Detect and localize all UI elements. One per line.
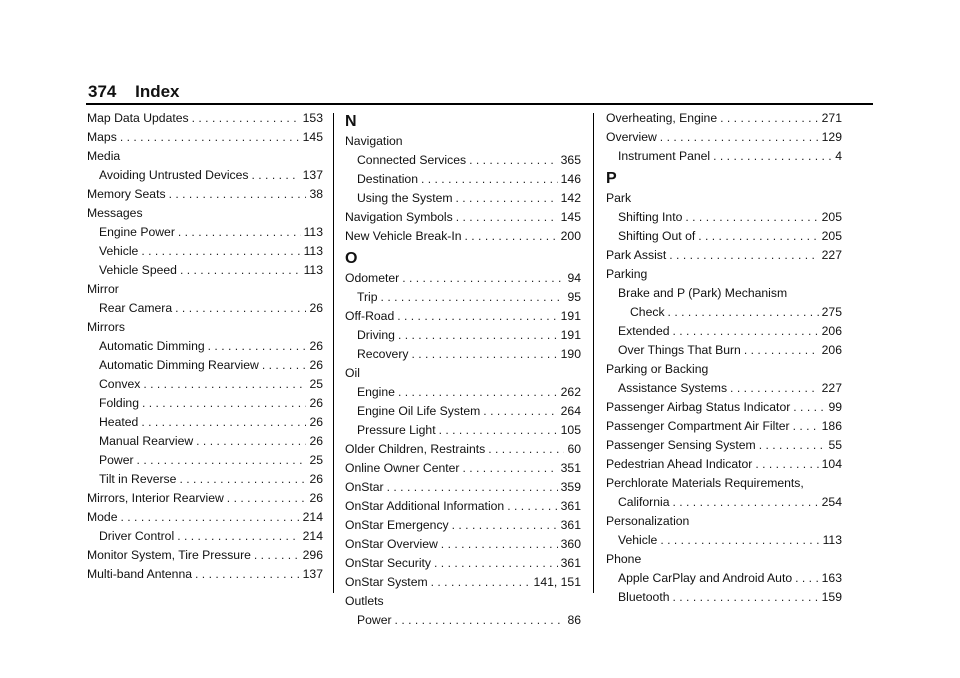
index-entry-page[interactable]: 94 (567, 271, 581, 285)
index-entry (606, 398, 842, 417)
index-entry-page[interactable]: 38 (309, 187, 323, 201)
index-entry-page[interactable]: 113 (303, 263, 323, 277)
index-entry-text: Mode (87, 510, 118, 524)
dot-leader (180, 261, 301, 280)
dot-leader (141, 242, 300, 261)
index-entry-text: Shifting Into (618, 210, 683, 224)
dot-leader (381, 288, 565, 307)
index-entry (87, 470, 323, 489)
index-entry (606, 227, 842, 246)
index-entry-page[interactable]: 105 (560, 423, 581, 437)
index-entry (606, 588, 842, 607)
dot-leader (483, 402, 557, 421)
dot-leader (462, 459, 557, 478)
index-entry (345, 288, 581, 307)
dot-leader (698, 227, 818, 246)
index-entry (87, 565, 323, 584)
dot-leader (672, 493, 818, 512)
index-entry-page[interactable]: 275 (821, 305, 842, 319)
index-entry (606, 208, 842, 227)
dot-leader (143, 375, 306, 394)
index-entry-page[interactable]: 113 (303, 244, 323, 258)
dot-leader (169, 185, 307, 204)
index-entry-text: California (618, 495, 670, 509)
index-entry (87, 451, 323, 470)
dot-leader (434, 554, 558, 573)
index-entry-text: Memory Seats (87, 187, 166, 201)
index-entry (87, 489, 323, 508)
dot-leader (673, 588, 819, 607)
dot-leader (730, 379, 819, 398)
index-entry-text: Automatic Dimming (99, 339, 205, 353)
index-entry (345, 307, 581, 326)
index-entry-text: Passenger Compartment Air Filter (606, 419, 790, 433)
index-entry (345, 573, 581, 592)
index-entry-page[interactable]: 26 (309, 491, 323, 505)
index-entry (87, 223, 323, 242)
index-entry-page[interactable]: 60 (567, 442, 581, 456)
index-entry (345, 326, 581, 345)
index-entry (606, 246, 842, 265)
page-title: Index (135, 82, 180, 101)
index-entry (87, 508, 323, 527)
index-entry (345, 345, 581, 364)
index-entry-text: Check (630, 305, 665, 319)
index-entry (87, 413, 323, 432)
index-heading: Media (87, 149, 121, 163)
dot-leader (398, 383, 558, 402)
dot-leader (795, 569, 819, 588)
index-entry-page[interactable]: 4 (835, 149, 842, 163)
index-entry-text: Destination (357, 172, 418, 186)
page-header (88, 82, 180, 102)
index-heading: Brake and P (Park) Mechanism (618, 286, 788, 300)
dot-leader (456, 189, 558, 208)
index-heading: Park (606, 191, 632, 205)
index-entry (606, 531, 842, 550)
dot-leader (488, 440, 564, 459)
column-divider-1 (333, 113, 334, 593)
index-section-letter: O (345, 250, 358, 267)
index-entry-page[interactable]: 264 (560, 404, 581, 418)
page-number: 374 (88, 82, 117, 101)
index-entry (87, 394, 323, 413)
index-entry-page[interactable]: 359 (560, 480, 581, 494)
dot-leader (192, 109, 300, 128)
dot-leader (673, 322, 819, 341)
index-entry-page[interactable]: 26 (309, 301, 323, 315)
index-entry-page[interactable]: 26 (309, 339, 323, 353)
index-entry-page[interactable]: 254 (821, 495, 842, 509)
index-entry-page[interactable]: 113 (822, 533, 842, 547)
index-entry-text: Mirrors, Interior Rearview (87, 491, 224, 505)
index-entry-text: Monitor System, Tire Pressure (87, 548, 251, 562)
index-entry-page[interactable]: 159 (821, 590, 842, 604)
index-entry-page[interactable]: 190 (560, 347, 581, 361)
dot-leader (141, 413, 306, 432)
index-entry (606, 436, 842, 455)
dot-leader (755, 455, 818, 474)
index-entry-page[interactable]: 186 (821, 419, 842, 433)
index-entry-text: Passenger Sensing System (606, 438, 756, 452)
index-entry-page[interactable]: 95 (567, 290, 581, 304)
index-heading: Parking (606, 267, 648, 281)
index-entry (345, 611, 581, 630)
index-entry-page[interactable]: 296 (302, 548, 323, 562)
index-entry-page[interactable]: 360 (560, 537, 581, 551)
dot-leader (178, 223, 301, 242)
index-entry-page[interactable]: 205 (821, 229, 842, 243)
index-entry (87, 185, 323, 204)
index-entry-page[interactable]: 55 (828, 438, 842, 452)
index-entry (345, 440, 581, 459)
index-entry (606, 303, 842, 322)
dot-leader (120, 128, 300, 147)
index-entry-text: Recovery (357, 347, 409, 361)
index-entry-page[interactable]: 153 (302, 111, 323, 125)
dot-leader (441, 535, 558, 554)
dot-leader (208, 337, 307, 356)
index-entry-text: OnStar (345, 480, 384, 494)
dot-leader (685, 208, 818, 227)
index-entry-page[interactable]: 227 (821, 381, 842, 395)
index-entry-page[interactable]: 191 (560, 309, 581, 323)
index-entry-page[interactable]: 145 (560, 210, 581, 224)
index-entry-text: Apple CarPlay and Android Auto (618, 571, 793, 585)
index-entry-text: Over Things That Burn (618, 343, 741, 357)
dot-leader (196, 432, 306, 451)
dot-leader (395, 611, 565, 630)
index-entry-page[interactable]: 200 (560, 229, 581, 243)
index-entry (345, 535, 581, 554)
index-entry (345, 497, 581, 516)
index-entry-text: Vehicle Speed (99, 263, 177, 277)
dot-leader (660, 128, 819, 147)
index-entry (87, 242, 323, 261)
index-entry (345, 208, 581, 227)
index-entry-text: Off-Road (345, 309, 395, 323)
index-column-1 (87, 109, 323, 584)
dot-leader (121, 508, 300, 527)
index-entry-text: Passenger Airbag Status Indicator (606, 400, 791, 414)
dot-leader (142, 394, 306, 413)
dot-leader (720, 109, 819, 128)
index-entry-page[interactable]: 205 (821, 210, 842, 224)
index-entry-text: Map Data Updates (87, 111, 189, 125)
index-entry-page[interactable]: 26 (309, 415, 323, 429)
index-entry-page[interactable]: 129 (821, 130, 842, 144)
index-entry-page[interactable]: 365 (560, 153, 581, 167)
index-entry-page[interactable]: 113 (303, 225, 323, 239)
index-entry (345, 151, 581, 170)
index-entry-text: Tilt in Reverse (99, 472, 177, 486)
index-entry (606, 341, 842, 360)
index-entry (345, 421, 581, 440)
index-entry (345, 478, 581, 497)
index-entry-page[interactable]: 86 (567, 613, 581, 627)
index-entry-page[interactable]: 351 (560, 461, 581, 475)
index-entry-page[interactable]: 141, 151 (533, 575, 581, 589)
index-entry-page[interactable]: 214 (302, 529, 323, 543)
column-divider-2 (593, 113, 594, 593)
dot-leader (668, 303, 819, 322)
index-entry-text: Avoiding Untrusted Devices (99, 168, 249, 182)
index-entry (606, 493, 842, 512)
index-entry-page[interactable]: 25 (309, 377, 323, 391)
index-entry-text: Engine Oil Life System (357, 404, 481, 418)
index-heading: Mirrors (87, 320, 125, 334)
index-entry (606, 322, 842, 341)
index-entry (87, 546, 323, 565)
index-entry (345, 170, 581, 189)
index-entry-text: Manual Rearview (99, 434, 194, 448)
index-entry (606, 128, 842, 147)
dot-leader (469, 151, 558, 170)
index-entry (87, 109, 323, 128)
index-entry-text: Older Children, Restraints (345, 442, 486, 456)
index-entry-text: Pedestrian Ahead Indicator (606, 457, 753, 471)
index-entry-page[interactable]: 137 (302, 168, 323, 182)
index-entry-text: Power (357, 613, 392, 627)
index-entry-page[interactable]: 191 (560, 328, 581, 342)
index-entry-text: Automatic Dimming Rearview (99, 358, 259, 372)
index-entry-page[interactable]: 271 (821, 111, 842, 125)
index-entry-text: Extended (618, 324, 670, 338)
index-entry-page[interactable]: 142 (560, 191, 581, 205)
dot-leader (262, 356, 307, 375)
dot-leader (402, 269, 564, 288)
dot-leader (744, 341, 819, 360)
index-entry-text: Shifting Out of (618, 229, 696, 243)
index-entry-page[interactable]: 26 (309, 434, 323, 448)
index-entry-text: Multi-band Antenna (87, 567, 193, 581)
dot-leader (398, 326, 558, 345)
index-section-letter: P (606, 170, 617, 187)
index-entry (345, 227, 581, 246)
index-entry (345, 269, 581, 288)
dot-leader (252, 166, 300, 185)
header-rule (86, 103, 873, 105)
dot-leader (431, 573, 531, 592)
index-entry-text: Engine (357, 385, 395, 399)
index-entry-page[interactable]: 361 (560, 499, 581, 513)
index-entry (87, 261, 323, 280)
index-entry-page[interactable]: 99 (828, 400, 842, 414)
index-entry-page[interactable]: 206 (821, 324, 842, 338)
dot-leader (175, 299, 306, 318)
dot-leader (507, 497, 557, 516)
index-entry-text: Park Assist (606, 248, 667, 262)
index-entry-text: Folding (99, 396, 139, 410)
index-entry (606, 109, 842, 128)
index-entry-text: Driving (357, 328, 395, 342)
index-entry (606, 417, 842, 436)
dot-leader (456, 208, 558, 227)
index-entry (87, 337, 323, 356)
index-entry (606, 147, 842, 166)
index-entry (87, 527, 323, 546)
index-entry-page[interactable]: 163 (821, 571, 842, 585)
index-entry-page[interactable]: 145 (302, 130, 323, 144)
index-column-3 (606, 109, 842, 607)
index-entry-page[interactable]: 26 (309, 396, 323, 410)
index-entry (345, 516, 581, 535)
index-entry-text: OnStar Overview (345, 537, 438, 551)
index-entry (345, 459, 581, 478)
index-entry-page[interactable]: 262 (560, 385, 581, 399)
index-entry-text: Bluetooth (618, 590, 670, 604)
index-entry (87, 166, 323, 185)
index-heading: Outlets (345, 594, 384, 608)
dot-leader (254, 546, 300, 565)
index-entry-text: Vehicle (618, 533, 658, 547)
index-entry-text: Rear Camera (99, 301, 173, 315)
index-entry-text: Maps (87, 130, 117, 144)
index-entry-text: Using the System (357, 191, 453, 205)
index-heading: Phone (606, 552, 642, 566)
index-entry (345, 383, 581, 402)
index-entry-text: Pressure Light (357, 423, 436, 437)
dot-leader (660, 531, 819, 550)
index-entry (345, 189, 581, 208)
dot-leader (713, 147, 832, 166)
index-column-2 (345, 109, 581, 630)
dot-leader (793, 417, 819, 436)
index-entry-page[interactable]: 26 (309, 472, 323, 486)
index-entry (606, 455, 842, 474)
index-entry-text: New Vehicle Break-In (345, 229, 462, 243)
index-entry-text: OnStar System (345, 575, 428, 589)
index-heading: Perchlorate Materials Requirements, (606, 476, 804, 490)
dot-leader (227, 489, 307, 508)
index-entry-text: Driver Control (99, 529, 175, 543)
dot-leader (421, 170, 558, 189)
index-heading: Parking or Backing (606, 362, 709, 376)
dot-leader (793, 398, 825, 417)
index-entry-page[interactable]: 137 (302, 567, 323, 581)
index-entry-page[interactable]: 104 (821, 457, 842, 471)
index-entry-text: Trip (357, 290, 378, 304)
index-entry (87, 299, 323, 318)
index-heading: Personalization (606, 514, 690, 528)
index-entry-text: Instrument Panel (618, 149, 711, 163)
index-entry-text: Engine Power (99, 225, 175, 239)
dot-leader (452, 516, 558, 535)
index-heading: Messages (87, 206, 143, 220)
dot-leader (195, 565, 300, 584)
index-entry-text: Vehicle (99, 244, 139, 258)
index-entry-page[interactable]: 25 (309, 453, 323, 467)
index-entry (606, 569, 842, 588)
index-entry-text: Power (99, 453, 134, 467)
index-entry-text: OnStar Security (345, 556, 432, 570)
dot-leader (387, 478, 558, 497)
index-entry-text: OnStar Additional Information (345, 499, 505, 513)
dot-leader (179, 470, 306, 489)
index-entry-page[interactable]: 361 (560, 556, 581, 570)
index-entry (606, 379, 842, 398)
index-entry (87, 128, 323, 147)
index-entry (345, 402, 581, 421)
index-entry-page[interactable]: 227 (821, 248, 842, 262)
index-entry-page[interactable]: 206 (821, 343, 842, 357)
dot-leader (465, 227, 558, 246)
index-entry-text: Online Owner Center (345, 461, 460, 475)
index-entry-page[interactable]: 146 (560, 172, 581, 186)
index-entry (87, 432, 323, 451)
dot-leader (669, 246, 818, 265)
index-entry-text: Connected Services (357, 153, 467, 167)
index-entry-text: Odometer (345, 271, 400, 285)
dot-leader (177, 527, 299, 546)
index-heading: Navigation (345, 134, 403, 148)
index-entry-page[interactable]: 361 (560, 518, 581, 532)
dot-leader (411, 345, 557, 364)
index-heading: Oil (345, 366, 360, 380)
index-entry-text: Assistance Systems (618, 381, 728, 395)
index-heading: Mirror (87, 282, 119, 296)
index-entry-text: Overview (606, 130, 657, 144)
dot-leader (439, 421, 558, 440)
dot-leader (137, 451, 307, 470)
index-entry (87, 356, 323, 375)
index-entry-text: Overheating, Engine (606, 111, 718, 125)
index-entry-text: Navigation Symbols (345, 210, 453, 224)
index-entry-page[interactable]: 26 (309, 358, 323, 372)
index-entry (345, 554, 581, 573)
dot-leader (397, 307, 557, 326)
index-entry-text: OnStar Emergency (345, 518, 449, 532)
index-entry-page[interactable]: 214 (302, 510, 323, 524)
dot-leader (759, 436, 826, 455)
index-entry-text: Heated (99, 415, 139, 429)
index-section-letter: N (345, 113, 357, 130)
index-entry (87, 375, 323, 394)
index-entry-text: Convex (99, 377, 141, 391)
